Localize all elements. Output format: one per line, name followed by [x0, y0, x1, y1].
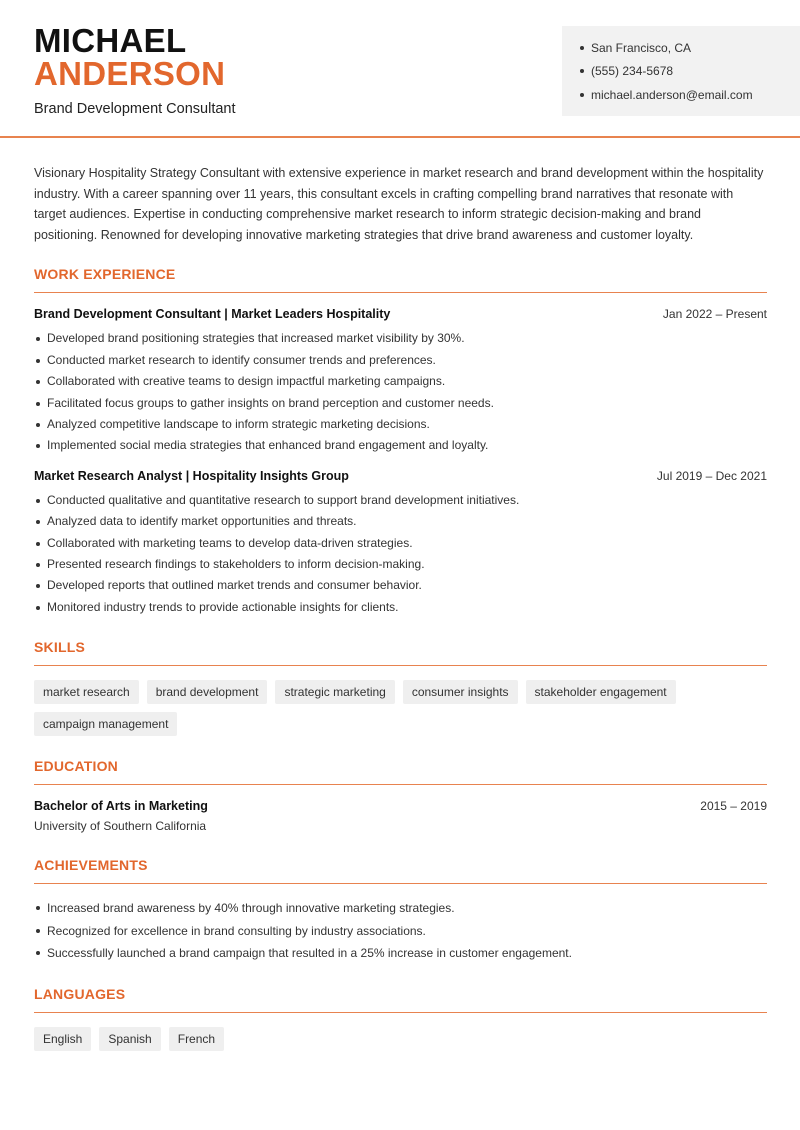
- list-item: Developed brand positioning strategies that increased market visibility by 30%.: [34, 328, 767, 349]
- job-dates: Jul 2019 – Dec 2021: [656, 468, 767, 483]
- list-item: Conducted qualitative and quantitative research to support brand development initiatives.: [34, 490, 767, 511]
- skills-tags: [34, 680, 767, 736]
- contact-email[interactable]: [580, 83, 800, 107]
- contact-phone: [580, 60, 800, 84]
- skill-tag: market research: [34, 680, 139, 704]
- education-school: University of Southern California: [34, 819, 207, 834]
- achievements-list: [34, 897, 767, 965]
- job-bullets: [34, 328, 767, 456]
- skill-tag: campaign management: [34, 712, 177, 736]
- skill-tag: brand development: [147, 680, 268, 704]
- job-title: Brand Development Consultant: [34, 101, 236, 117]
- list-item: Analyzed competitive landscape to inform strategic marketing decisions.: [34, 414, 767, 435]
- job-role: Market Research Analyst | Hospitality Insights Group: [34, 468, 349, 483]
- language-tag: Spanish: [99, 1027, 160, 1051]
- education-degree: Bachelor of Arts in Marketing: [34, 799, 208, 814]
- skill-tag: stakeholder engagement: [526, 680, 676, 704]
- email-text[interactable]: michael.anderson@email.com: [591, 87, 753, 102]
- contact-box: [562, 26, 800, 116]
- phone-text: (555) 234-5678: [591, 64, 674, 79]
- education-years: 2015 – 2019: [700, 799, 767, 814]
- list-item: Increased brand awareness by 40% through innovative marketing strategies.: [34, 897, 767, 920]
- summary-text: Visionary Hospitality Strategy Consultant with extensive experience in market research and brand development within the hospitality industry. With a career spanning over 11 years, this consultant excels in crafting compelling brand narratives that resonate with target audiences. Expertise in conducting comprehensive market research to inform strategic decision-making and brand positioning. Renowned for developing innovative marketing strategies that drive brand awareness and customer loyalty.: [34, 166, 764, 242]
- skill-tag: strategic marketing: [275, 680, 394, 704]
- section-title-education: EDUCATION: [34, 758, 767, 785]
- section-title-achievements: ACHIEVEMENTS: [34, 857, 767, 884]
- education-header: [34, 799, 767, 813]
- job-entry: [34, 307, 767, 456]
- list-item: Recognized for excellence in brand consulting by industry associations.: [34, 920, 767, 943]
- skills-section: [34, 639, 767, 736]
- location-text: San Francisco, CA: [591, 40, 692, 55]
- skill-tag: consumer insights: [403, 680, 518, 704]
- list-item: Developed reports that outlined market trends and consumer behavior.: [34, 575, 767, 596]
- list-item: Collaborated with creative teams to design impactful marketing campaigns.: [34, 371, 767, 392]
- bullet-icon: [580, 93, 584, 97]
- list-item: Successfully launched a brand campaign that resulted in a 25% increase in customer engagement.: [34, 942, 767, 965]
- language-tags: [34, 1027, 767, 1051]
- job-dates: Jan 2022 – Present: [662, 307, 767, 322]
- section-title-languages: LANGUAGES: [34, 986, 767, 1013]
- education-section: [34, 758, 767, 833]
- last-name: ANDERSON: [34, 55, 226, 92]
- bullet-icon: [580, 46, 584, 50]
- job-entry: [34, 469, 767, 618]
- list-item: Collaborated with marketing teams to develop data-driven strategies.: [34, 533, 767, 554]
- name-block: [34, 24, 236, 117]
- achievements-section: [34, 857, 767, 965]
- resume-header: [0, 0, 800, 138]
- section-title-skills: SKILLS: [34, 639, 767, 666]
- list-item: Facilitated focus groups to gather insights on brand perception and customer needs.: [34, 393, 767, 414]
- list-item: Implemented social media strategies that enhanced brand engagement and loyalty.: [34, 435, 767, 456]
- list-item: Presented research findings to stakeholders to inform decision-making.: [34, 554, 767, 575]
- section-title-work: WORK EXPERIENCE: [34, 266, 767, 293]
- language-tag: French: [169, 1027, 224, 1051]
- list-item: Monitored industry trends to provide actionable insights for clients.: [34, 597, 767, 618]
- language-tag: English: [34, 1027, 91, 1051]
- list-item: Conducted market research to identify consumer trends and preferences.: [34, 350, 767, 371]
- resume-body: [34, 163, 767, 1051]
- job-header: [34, 469, 767, 483]
- languages-section: [34, 986, 767, 1051]
- bullet-icon: [580, 69, 584, 73]
- contact-location: [580, 36, 800, 60]
- job-header: [34, 307, 767, 321]
- list-item: Analyzed data to identify market opportunities and threats.: [34, 511, 767, 532]
- job-bullets: [34, 490, 767, 618]
- work-section: [34, 266, 767, 618]
- job-role: Brand Development Consultant | Market Leaders Hospitality: [34, 307, 391, 322]
- first-name: MICHAEL: [34, 22, 187, 59]
